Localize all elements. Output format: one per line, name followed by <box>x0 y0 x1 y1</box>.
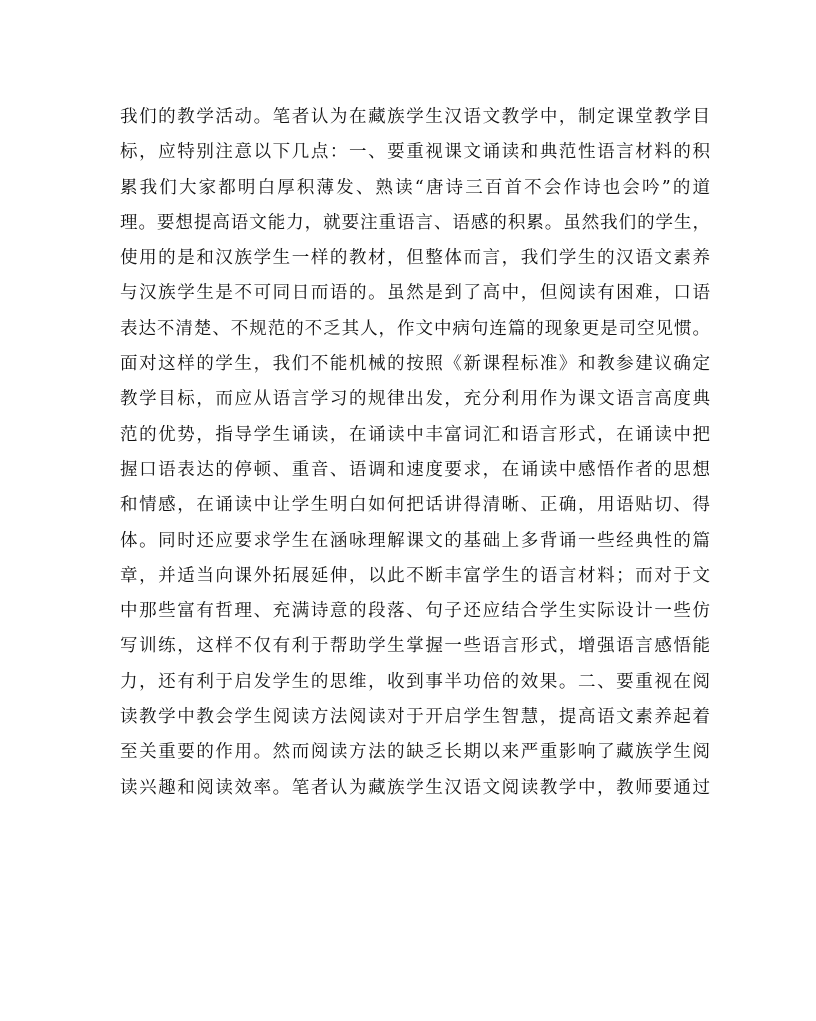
text-line: 累我们大家都明白厚积薄发、熟读“唐诗三百首不会作诗也会吟”的道 <box>120 177 710 198</box>
text-line: 读教学中教会学生阅读方法阅读对于开启学生智慧，提高语文素养起着 <box>120 707 710 728</box>
text-line: 标，应特别注意以下几点：一、要重视课文诵读和典范性语言材料的积 <box>120 142 710 163</box>
text-line: 体。同时还应要求学生在涵咏理解课文的基础上多背诵一些经典性的篇 <box>120 530 710 551</box>
text-line: 至关重要的作用。然而阅读方法的缺乏长期以来严重影响了藏族学生阅 <box>120 742 710 763</box>
text-line: 面对这样的学生，我们不能机械的按照《新课程标准》和教参建议确定 <box>120 354 710 375</box>
text-line: 教学目标，而应从语言学习的规律出发，充分利用作为课文语言高度典 <box>120 389 710 410</box>
text-line: 中那些富有哲理、充满诗意的段落、句子还应结合学生实际设计一些仿 <box>120 601 710 622</box>
text-line: 使用的是和汉族学生一样的教材，但整体而言，我们学生的汉语文素养 <box>120 248 710 269</box>
text-line: 写训练，这样不仅有利于帮助学生掌握一些语言形式，增强语言感悟能 <box>120 636 710 657</box>
text-line: 章，并适当向课外拓展延伸，以此不断丰富学生的语言材料；而对于文 <box>120 565 710 586</box>
text-line: 与汉族学生是不可同日而语的。虽然是到了高中，但阅读有困难，口语 <box>120 283 710 304</box>
text-line: 理。要想提高语文能力，就要注重语言、语感的积累。虽然我们的学生， <box>120 212 710 233</box>
text-line: 表达不清楚、不规范的不乏其人，作文中病句连篇的现象更是司空见惯。 <box>120 318 710 339</box>
text-line: 我们的教学活动。笔者认为在藏族学生汉语文教学中，制定课堂教学目 <box>120 107 710 127</box>
text-line: 力，还有利于启发学生的思维，收到事半功倍的效果。二、要重视在阅 <box>120 671 710 692</box>
text-line: 和情感，在诵读中让学生明白如何把话讲得清晰、正确，用语贴切、得 <box>120 495 710 516</box>
text-line: 读兴趣和阅读效率。笔者认为藏族学生汉语文阅读教学中，教师要通过 <box>120 777 710 798</box>
text-line: 握口语表达的停顿、重音、语调和速度要求，在诵读中感悟作者的思想 <box>120 459 710 480</box>
text-line: 范的优势，指导学生诵读，在诵读中丰富词汇和语言形式，在诵读中把 <box>120 424 710 445</box>
body-text <box>120 100 710 806</box>
